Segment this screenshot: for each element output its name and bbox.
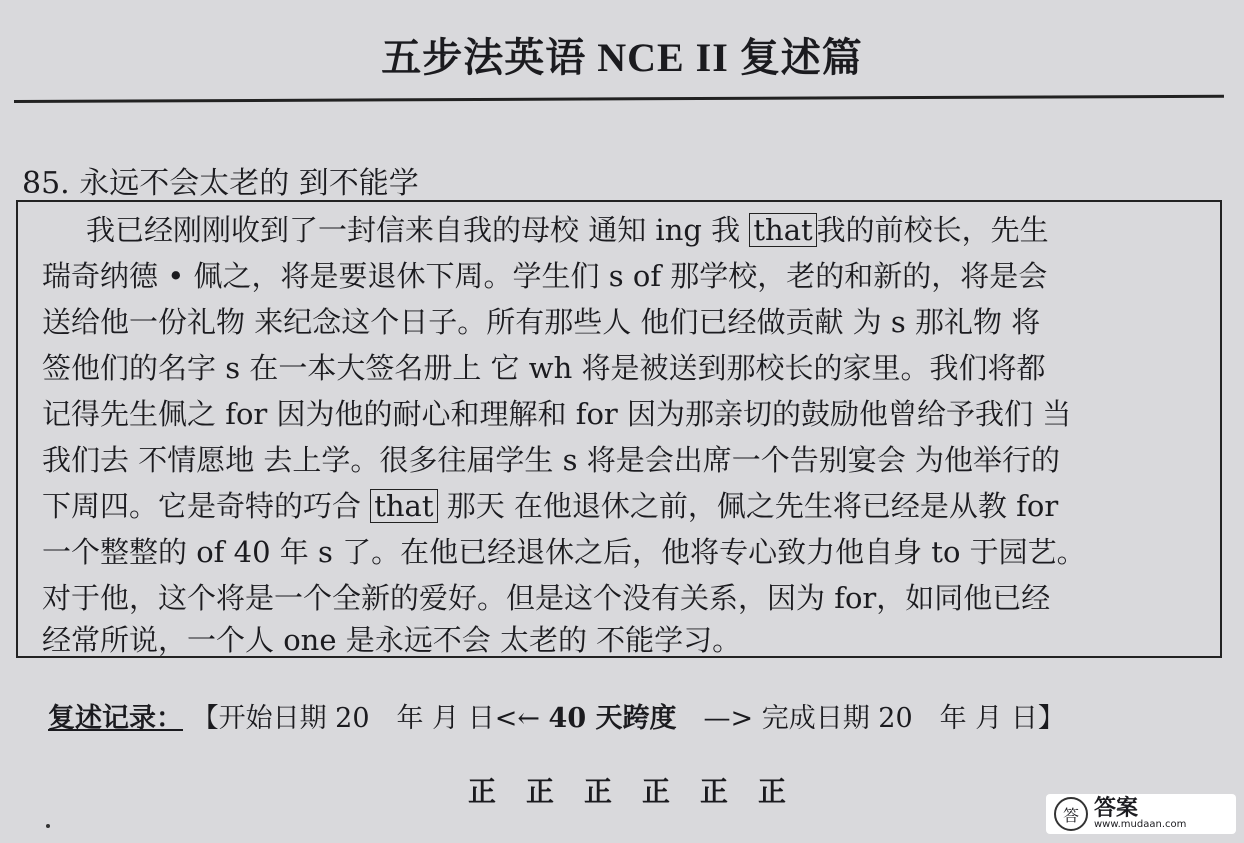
record-label: 复述记录： (48, 703, 183, 734)
passage-line (42, 350, 1045, 386)
passage-line (42, 442, 1060, 478)
passage-text: 签他们的名字 s 在一本大签名册上 它 wh 将是被送到那校长的家里。我们将都 (42, 351, 1046, 385)
record-row (48, 696, 1065, 735)
passage-line (42, 580, 1050, 616)
passage-line (42, 304, 1040, 340)
passage-text: 我的前校长，先生 (816, 213, 1049, 247)
passage-text: 我们去 不情愿地 去上学。很多往届学生 s 将是会出席一个告别宴会 为他举行的 (42, 443, 1060, 477)
passage-text: 瑞奇纳德 • 佩之，将是要退休下周。学生们 s of 那学校，老的和新的，将是会 (42, 259, 1048, 293)
tally-mark: 正 (641, 775, 670, 808)
header-rule (14, 95, 1224, 103)
passage-text: 那天 在他退休之前，佩之先生将已经是从教 for (437, 489, 1059, 523)
watermark-text (1094, 798, 1186, 830)
passage-text: 一个整整的 of 40 年 s 了。在他已经退休之后，他将专心致力他自身 to 于园艺。 (42, 535, 1086, 569)
stray-dot (46, 824, 50, 828)
passage-line (42, 622, 741, 658)
tally-row (466, 775, 788, 808)
watermark-name: 答案 (1094, 796, 1139, 821)
tally-mark: 正 (757, 775, 786, 808)
tally-mark: 正 (583, 775, 612, 808)
passage-text: 经常所说，一个人 one 是永远不会 太老的 不能学习。 (42, 623, 742, 657)
boxed-word: that (749, 213, 816, 247)
record-days: 40 天跨度 (548, 703, 677, 734)
record-end: —> 完成日期 20 年 月 日】 (676, 703, 1065, 734)
passage-text: 送给他一份礼物 来纪念这个日子。所有那些人 他们已经做贡献 为 s 那礼物 将 (42, 305, 1041, 339)
tally-mark: 正 (525, 775, 554, 808)
record-start: 【开始日期 20 年 月 日<← (191, 703, 549, 734)
passage-text: 对于他，这个将是一个全新的爱好。但是这个没有关系，因为 for，如同他已经 (42, 581, 1051, 615)
passage-line (42, 488, 1058, 524)
passage-line (42, 396, 1071, 432)
passage-text: 我已经刚刚收到了一封信来自我的母校 通知 ing 我 (86, 213, 750, 247)
tally-mark: 正 (699, 775, 728, 808)
passage-line (86, 212, 1049, 248)
tally-mark: 正 (467, 775, 496, 808)
passage-box (16, 200, 1222, 658)
passage-line (42, 534, 1086, 570)
passage-text: 记得先生佩之 for 因为他的耐心和理解和 for 因为那亲切的鼓励他曾给予我们 当 (42, 397, 1072, 431)
page-header: 五步法英语 NCE II 复述篇 (381, 35, 863, 80)
lesson-title: 85. 永远不会太老的 到不能学 (22, 166, 419, 201)
passage-line (42, 258, 1047, 294)
watermark-logo: 答 (1054, 797, 1088, 831)
watermark-url: www.mudaan.com (1094, 819, 1187, 830)
passage-text: 下周四。它是奇特的巧合 (42, 489, 371, 523)
watermark (1046, 794, 1236, 834)
boxed-word: that (370, 489, 437, 523)
